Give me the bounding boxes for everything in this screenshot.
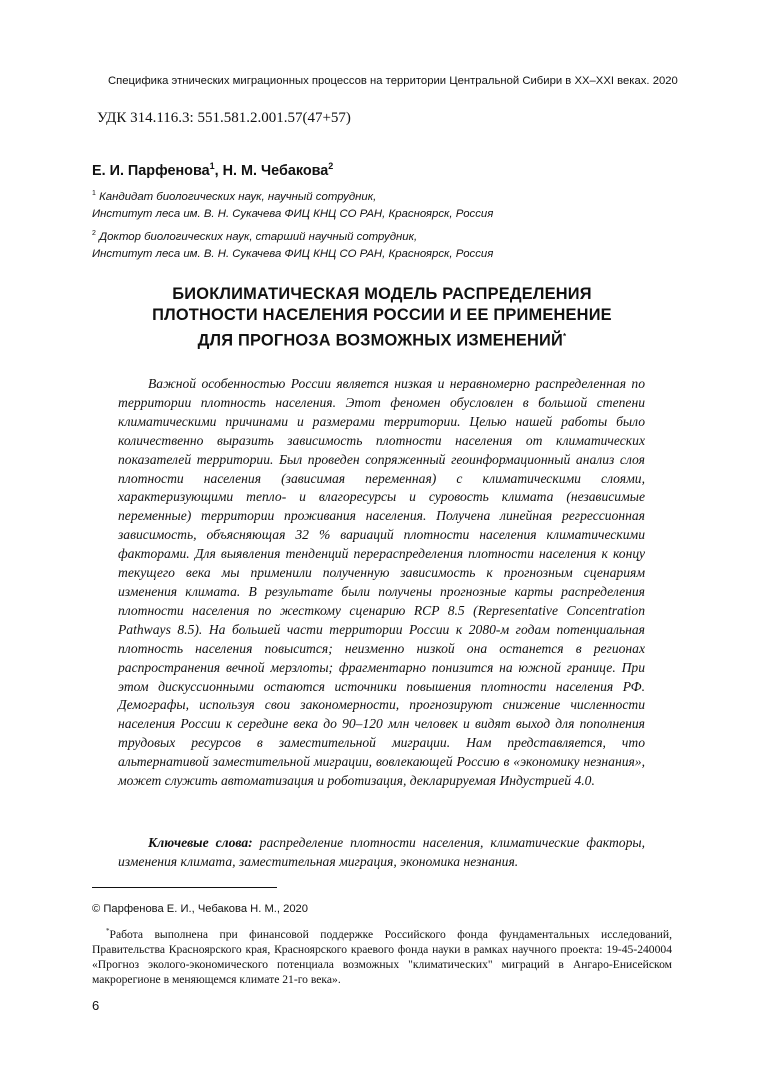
affiliation-mark: 1 bbox=[92, 190, 96, 197]
title-line: ДЛЯ ПРОГНОЗА ВОЗМОЖНЫХ ИЗМЕНЕНИЙ bbox=[197, 331, 563, 350]
affiliation-institution: Институт леса им. В. Н. Сукачева ФИЦ КНЦ СО РАН, Красноярск, Россия bbox=[92, 207, 494, 220]
title-line: ПЛОТНОСТИ НАСЕЛЕНИЯ РОССИИ И ЕЕ ПРИМЕНЕНИЕ bbox=[152, 306, 612, 324]
affiliation-degree: Кандидат биологических наук, научный сотрудник, bbox=[99, 190, 377, 203]
affiliation-institution: Институт леса им. В. Н. Сукачева ФИЦ КНЦ СО РАН, Красноярск, Россия bbox=[92, 247, 494, 260]
author-name: Е. И. Парфенова bbox=[92, 162, 210, 179]
footnote-separator bbox=[92, 887, 277, 888]
affiliation-2 bbox=[92, 225, 493, 263]
footnote-mark: * bbox=[106, 927, 110, 935]
affiliation-mark: 2 bbox=[92, 230, 96, 237]
author-affiliation-mark: 2 bbox=[328, 161, 334, 171]
title-line: БИОКЛИМАТИЧЕСКАЯ МОДЕЛЬ РАСПРЕДЕЛЕНИЯ bbox=[172, 285, 592, 303]
running-header: Специфика этнических миграционных процессов на территории Центральной Сибири в XX–XXI веках. 2020 bbox=[108, 75, 678, 87]
page-number: 6 bbox=[92, 998, 100, 1013]
article-title bbox=[92, 284, 672, 351]
title-footnote-mark: * bbox=[563, 332, 567, 341]
copyright: © Парфенова Е. И., Чебакова Н. М., 2020 bbox=[92, 903, 308, 915]
author-separator: , bbox=[214, 162, 223, 179]
author-affiliation-mark: 1 bbox=[209, 161, 215, 171]
keywords-text: распределение плотности населения, климатические факторы, изменения климата, заместительная миграция, экономика незнания. bbox=[118, 835, 645, 869]
affiliation-degree: Доктор биологических наук, старший научный сотрудник, bbox=[99, 230, 418, 243]
funding-footnote bbox=[92, 924, 672, 988]
keywords bbox=[118, 834, 645, 872]
footnote-text: Работа выполнена при финансовой поддержке Российского фонда фундаментальных исследований, Правительства Красноярского края, Красноярского краевого фонда науки в рамках научного проекта: 19-45-240004 «Прогноз эколого-экономического потенциала возможных "климатических" миграций в Ангаро-Енисейском макрорегионе в меняющемся климате 21-го века». bbox=[92, 927, 672, 987]
keywords-label: Ключевые слова: bbox=[148, 835, 253, 850]
author-line bbox=[92, 161, 333, 179]
udc-code: УДК 314.116.3: 551.581.2.001.57(47+57) bbox=[97, 110, 351, 126]
affiliation-1 bbox=[92, 185, 493, 223]
abstract: Важной особенностью России является низкая и неравномерно распределенная по территории плотность населения. Этот феномен обусловлен в большой степени климатическими причинами и размерами территории. Целью нашей работы было количественно выразить зависимость плотности населения от климатических показателей территории. Был проведен сопряженный геоинформационный анализ слоя плотности населения (зависимая переменная) с климатическими слоями, характеризующими тепло- и влагоресурсы и суровость климата (независимые переменные) территории проживания населения. Получена линейная регрессионная зависимость, объясняющая 32 % вариаций плотности населения климатическими факторами. Для выявления тенденций перераспределения плотности населения к концу текущего века мы применили полученную зависимость к прогнозным сценариям изменения климата. В результате были получены прогнозные карты распределения плотности населения по жесткому сценарию RCP 8.5 (Representative Concentration Pathways 8.5). На большей части территории России к 2080-м годам потенциальная плотность населения повысится; неизменно низкой она останется в регионах распространения вечной мерзлоты; фрагментарно понизится на южной границе. При этом дискуссионными остаются источники повышения плотности населения РФ. Демографы, используя свои закономерности, прогнозируют снижение численности населения России к середине века до 90–120 млн человек и видят выход для пополнения трудовых ресурсов в заместительной миграции. Нам представляется, что альтернативой заместительной миграции, вовлекающей Россию в «экономику незнания», может служить автоматизация и роботизация, декларируемая Индустрией 4.0. bbox=[118, 376, 645, 789]
author-name: Н. М. Чебакова bbox=[222, 162, 329, 179]
